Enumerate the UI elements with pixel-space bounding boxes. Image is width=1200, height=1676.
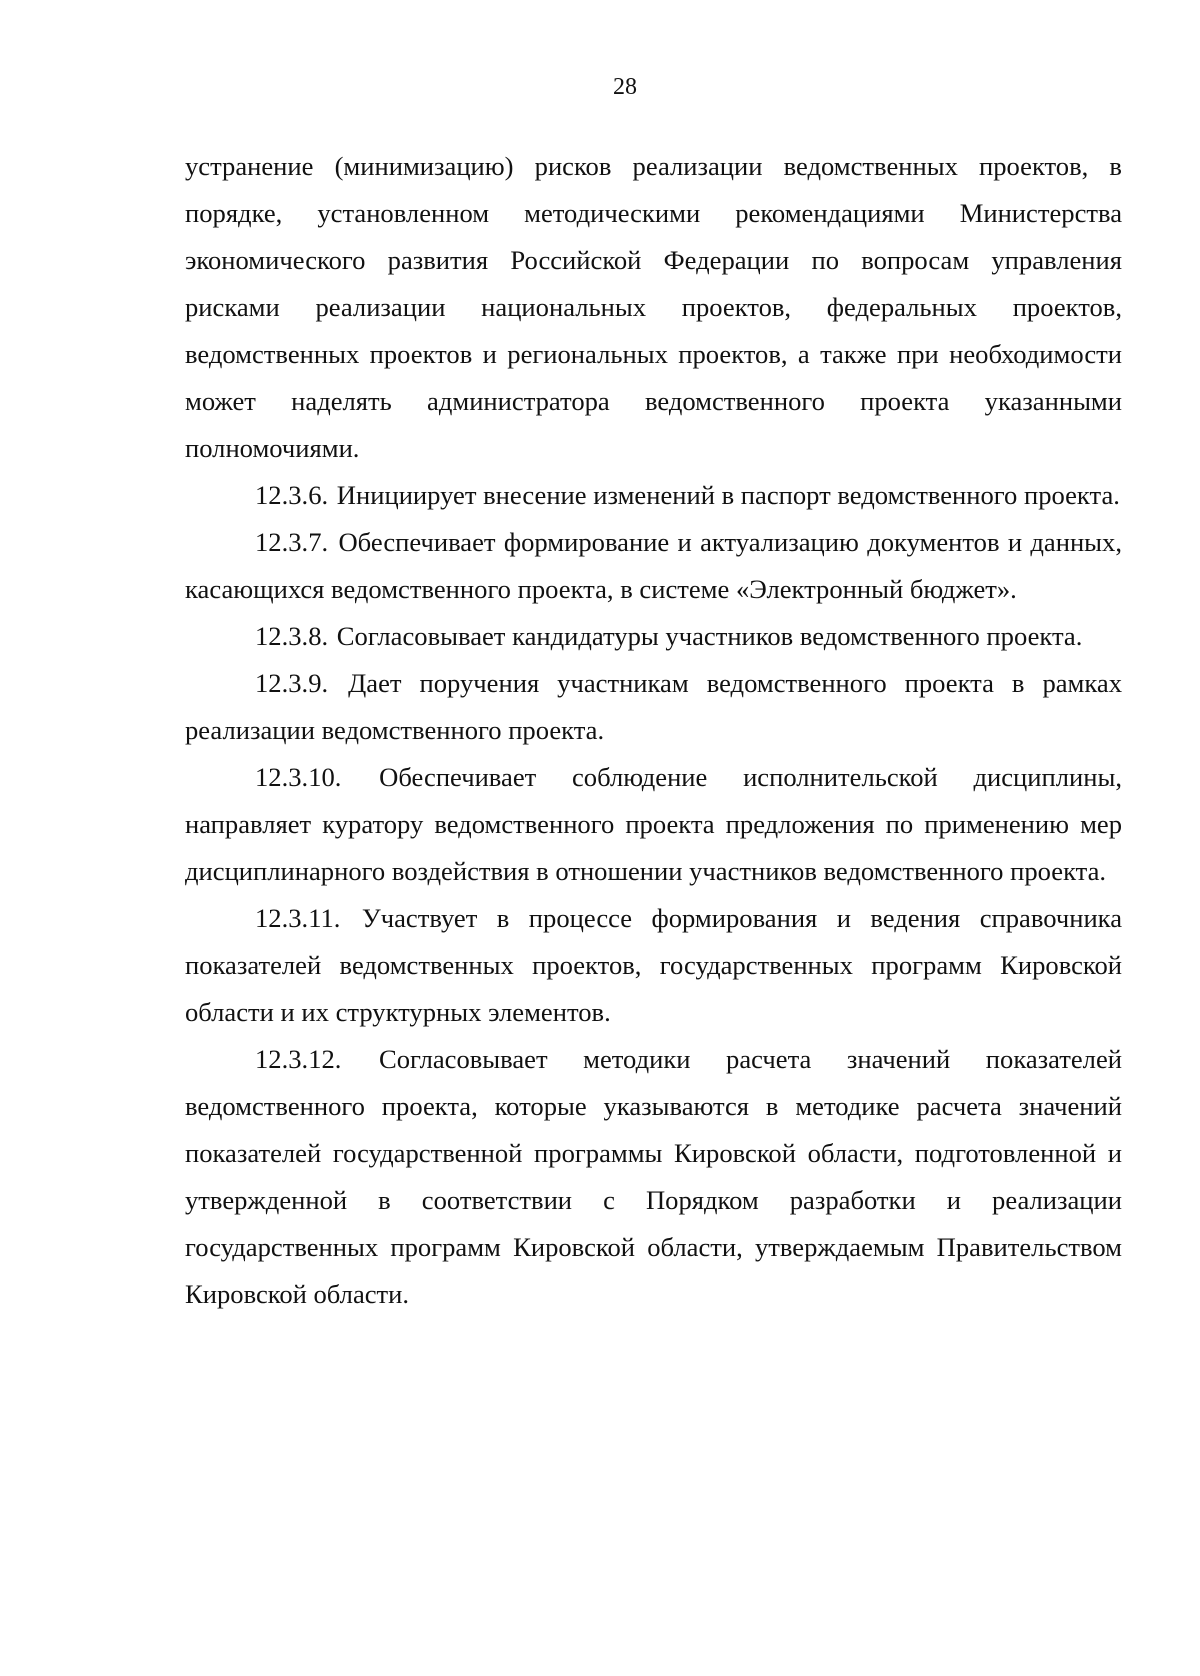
clause-number: 12.3.12. <box>255 1044 342 1074</box>
document-body <box>185 143 1122 1318</box>
paragraph-text: Обеспечивает соблюдение исполнительской дисциплины, направляет куратору ведомственного проекта предложения по применению мер дисциплинарного воздействия в отношении участников ведомственного проекта. <box>185 762 1122 886</box>
paragraph-12-3-6 <box>185 472 1122 519</box>
paragraph-text: Согласовывает кандидатуры участников ведомственного проекта. <box>336 621 1083 651</box>
clause-number: 12.3.9. <box>255 668 329 698</box>
paragraph-12-3-7 <box>185 519 1122 613</box>
page-number: 28 <box>613 74 637 100</box>
paragraph-text: Участвует в процессе формирования и ведения справочника показателей ведомственных проектов, государственных программ Кировской области и их структурных элементов. <box>185 903 1122 1027</box>
clause-number: 12.3.8. <box>255 621 329 651</box>
paragraph-text: Обеспечивает формирование и актуализацию документов и данных, касающихся ведомственного проекта, в системе «Электронный бюджет». <box>185 527 1122 604</box>
paragraph-text: устранение (минимизацию) рисков реализации ведомственных проектов, в порядке, установленном методическими рекомендациями Министерства экономического развития Российской Федерации по вопросам управления рисками реализации национальных проектов, федеральных проектов, ведомственных проектов и региональных проектов, а также при необходимости может наделять администратора ведомственного проекта указанными полномочиями. <box>185 151 1122 463</box>
paragraph-continuation <box>185 143 1122 472</box>
paragraph-12-3-9 <box>185 660 1122 754</box>
clause-number: 12.3.7. <box>255 527 329 557</box>
paragraph-text: Дает поручения участникам ведомственного проекта в рамках реализации ведомственного проекта. <box>185 668 1123 745</box>
paragraph-text: Согласовывает методики расчета значений показателей ведомственного проекта, которые указываются в методике расчета значений показателей государственной программы Кировской области, подготовленной и утвержденной в соответствии с Порядком разработки и реализации государственных программ Кировской области, утверждаемым Правительством Кировской области. <box>185 1044 1122 1309</box>
paragraph-12-3-11 <box>185 895 1122 1036</box>
paragraph-12-3-12 <box>185 1036 1122 1318</box>
clause-number: 12.3.6. <box>255 480 329 510</box>
clause-number: 12.3.11. <box>255 903 341 933</box>
paragraph-text: Инициирует внесение изменений в паспорт ведомственного проекта. <box>336 480 1120 510</box>
clause-number: 12.3.10. <box>255 762 342 792</box>
paragraph-12-3-10 <box>185 754 1122 895</box>
paragraph-12-3-8 <box>185 613 1122 660</box>
